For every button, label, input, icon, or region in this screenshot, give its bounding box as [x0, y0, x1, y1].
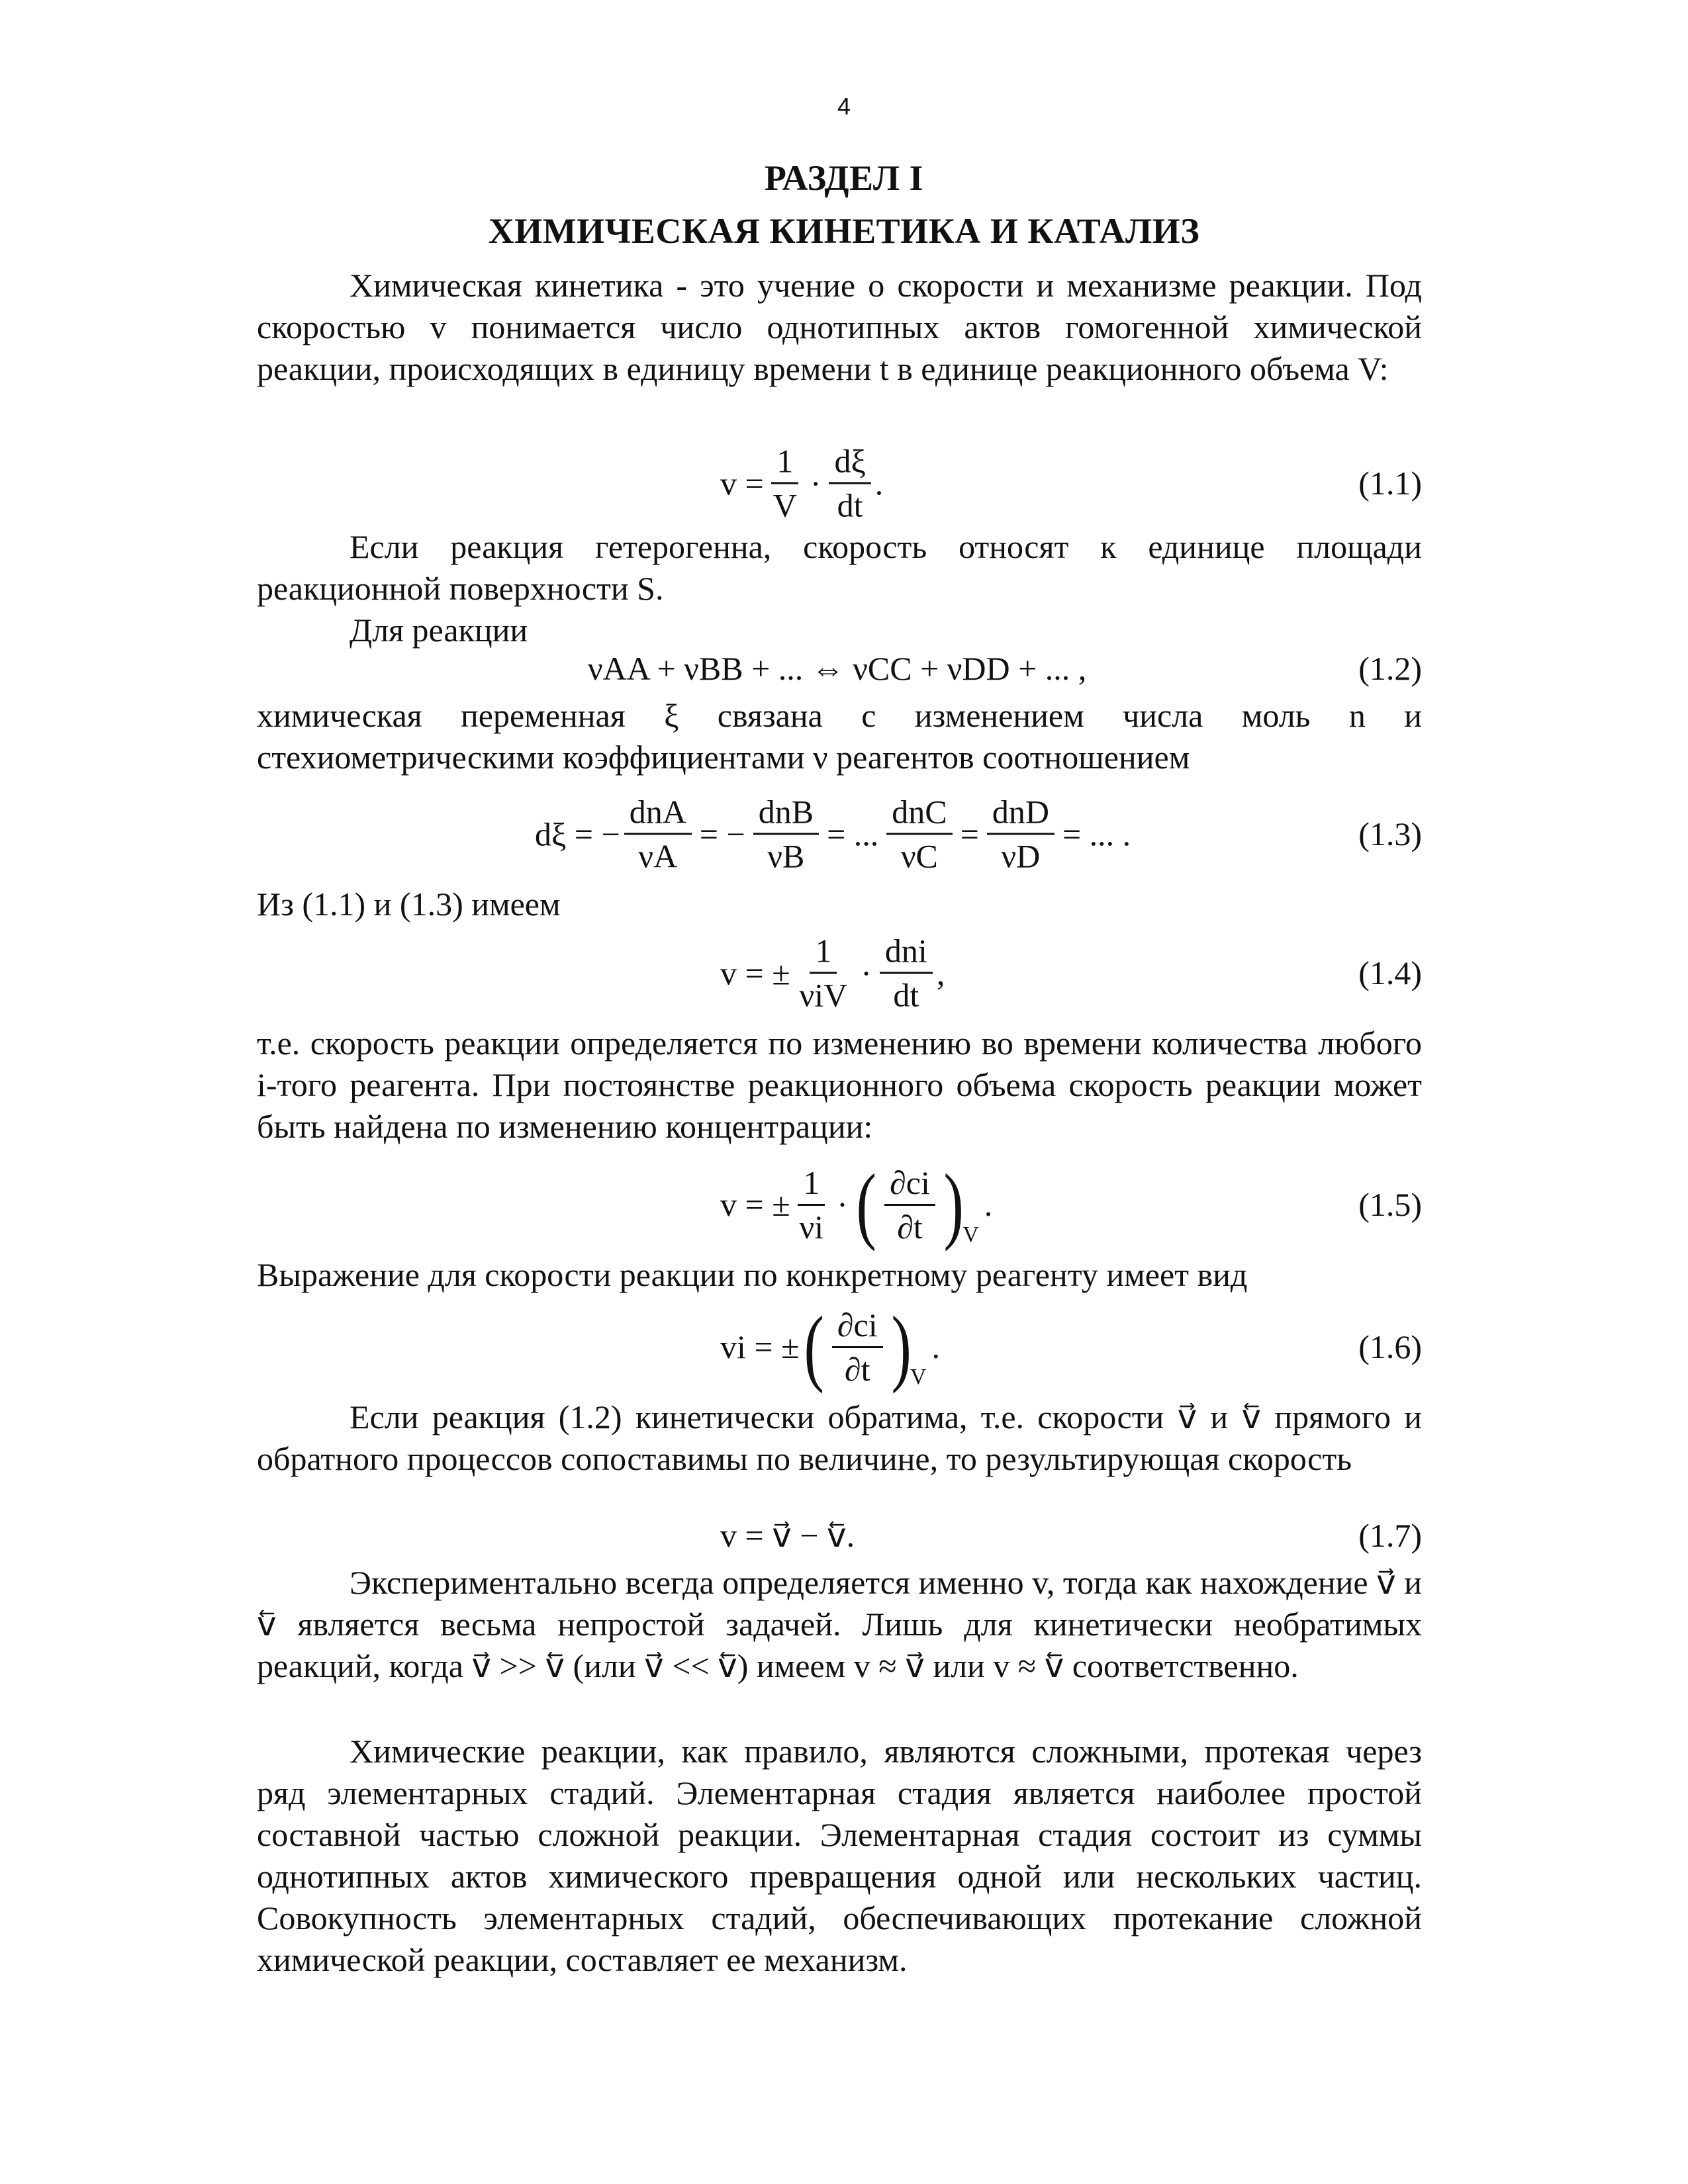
chapter-title: ХИМИЧЕСКАЯ КИНЕТИКА И КАТАЛИЗ	[488, 211, 1200, 251]
equation-number: (1.2)	[1358, 650, 1422, 687]
paragraph-experimental	[257, 1562, 1422, 1687]
paragraph-text: Химическая кинетика - это учение о скорости и механизме реакции. Под скоростью v понимается число однотипных актов гомогенной химической реакции, происходящих в единицу времени t в единице реакционного объема V:	[257, 267, 1422, 387]
paragraph-from-eqs	[257, 884, 1422, 925]
paragraph-text: Экспериментально всегда определяется именно v, тогда как нахождение v⃗ и v⃖ является весьма непростой задачей. Лишь для кинетически необратимых реакций, когда v⃗ >> v⃖ (или v⃗ << v⃖) имеем v ≈ v⃗ или v ≈ v⃖ соответственно.	[257, 1564, 1422, 1684]
paragraph-heterogeneous	[257, 526, 1422, 610]
eq-reaction: νAA + νBB + ... ⇔ νCC + νDD + ... ,	[588, 650, 1087, 687]
fraction: $\frac{\text{dnC}}{\nu C}$	[886, 794, 952, 875]
equation-number: (1.5)	[1358, 1186, 1422, 1223]
equation-number: (1.3)	[1358, 815, 1422, 852]
equation-1-7	[257, 1506, 1422, 1565]
paragraph-mechanism	[257, 1731, 1422, 1981]
page-number: 4	[837, 93, 851, 120]
equation-number: (1.1)	[1358, 465, 1422, 502]
paragraph-reversible	[257, 1396, 1422, 1480]
fraction: $\frac{\text{dnB}}{\nu B}$	[753, 794, 819, 875]
paragraph-text: Для реакции	[350, 612, 528, 649]
equation-1-5: v = ± $\frac{1}{\nu i}$ · ( $\frac{\partial ci}{\partial t}$ ) V . (1.5)	[720, 1157, 1422, 1252]
fraction: $\frac{d\xi}{dt}$	[829, 443, 870, 524]
equation-1-6: vi = ± ( $\frac{\partial ci}{\partial t}$ ) V . (1.6)	[720, 1299, 1422, 1394]
equation-1-2	[257, 632, 1422, 705]
paragraph-text: химическая переменная ξ связана с изменением числа моль n и стехиометрическими коэффициентами ν реагентов соотношением	[257, 697, 1422, 776]
paragraph-chemical-variable	[257, 695, 1422, 778]
equation-1-4: v = ± $\frac{1}{\text{νiV}}$ · $\frac{\text{dni}}{dt}$ , (1.4)	[720, 932, 1422, 1014]
fraction: $\frac{1}{\text{νiV}}$	[799, 932, 848, 1014]
fraction: $\frac{\text{dnD}}{\nu D}$	[987, 794, 1055, 875]
fraction: $\frac{\text{dnA}}{\nu A}$	[624, 794, 692, 875]
paragraph-text: Если реакция (1.2) кинетически обратима, т.е. скорости v⃗ и v⃖ прямого и обратного процессов сопоставимы по величине, то результирующая скорость	[257, 1398, 1422, 1477]
eq-lhs: v =	[720, 465, 764, 502]
paragraph-text: Химические реакции, как правило, являются сложными, протекая через ряд элементарных стадий. Элементарная стадия является наиболее простой составной частью сложной реакции. Элементарная стадия состоит из суммы однотипных актов химического превращения одной или нескольких частиц. Совокупность элементарных стадий, обеспечивающих протекание сложной химической реакции, составляет ее механизм.	[257, 1733, 1422, 1978]
equation-number: (1.4)	[1358, 954, 1422, 991]
fraction: $\frac{\partial ci}{\partial t}$	[884, 1164, 935, 1246]
paragraph-text: Если реакция гетерогенна, скорость относят к единице площади реакционной поверхности S.	[257, 528, 1422, 607]
equation-1-3: dξ = − $\frac{\text{dnA}}{\nu A}$ = − $\frac{\text{dnB}}{\nu B}$ = ... $\frac{\text{dnC}}{\nu C}$ = $\frac{\text{dnD}}{\nu D}$ = ... . (1.3)	[535, 793, 1422, 875]
eq-net-rate: v = v⃗ − v⃖.	[720, 1517, 855, 1554]
parenthesized-derivative: ( $\frac{\partial ci}{\partial t}$ ) V	[804, 1299, 927, 1394]
fraction: $\frac{1}{\nu i}$	[794, 1164, 829, 1246]
fraction: $\frac{\text{dni}}{dt}$	[880, 933, 933, 1014]
paragraph-text: Выражение для скорости реакции по конкретному реагенту имеет вид	[257, 1256, 1248, 1293]
equation-number: (1.6)	[1358, 1328, 1422, 1365]
paragraph-text: Из (1.1) и (1.3) имеем	[257, 886, 561, 923]
section-title: РАЗДЕЛ I	[764, 158, 924, 198]
equation-1-1: v = $\frac{1}{V}$ · $\frac{d\xi}{dt}$ . (1.1)	[720, 442, 1422, 524]
paragraph-intro	[257, 265, 1422, 390]
equation-number: (1.7)	[1358, 1517, 1422, 1554]
paragraph-reagent-rate	[257, 1254, 1422, 1296]
paragraph-text: т.е. скорость реакции определяется по изменению во времени количества любого i-того реагента. При постоянстве реакционного объема скорость реакции может быть найдена по изменению концентрации:	[257, 1024, 1422, 1145]
fraction: $\frac{1}{V}$	[768, 443, 802, 524]
paragraph-rate-definition	[257, 1023, 1422, 1148]
parenthesized-derivative: ( $\frac{\partial ci}{\partial t}$ ) V	[856, 1157, 979, 1252]
fraction: $\frac{\partial ci}{\partial t}$	[832, 1306, 883, 1388]
